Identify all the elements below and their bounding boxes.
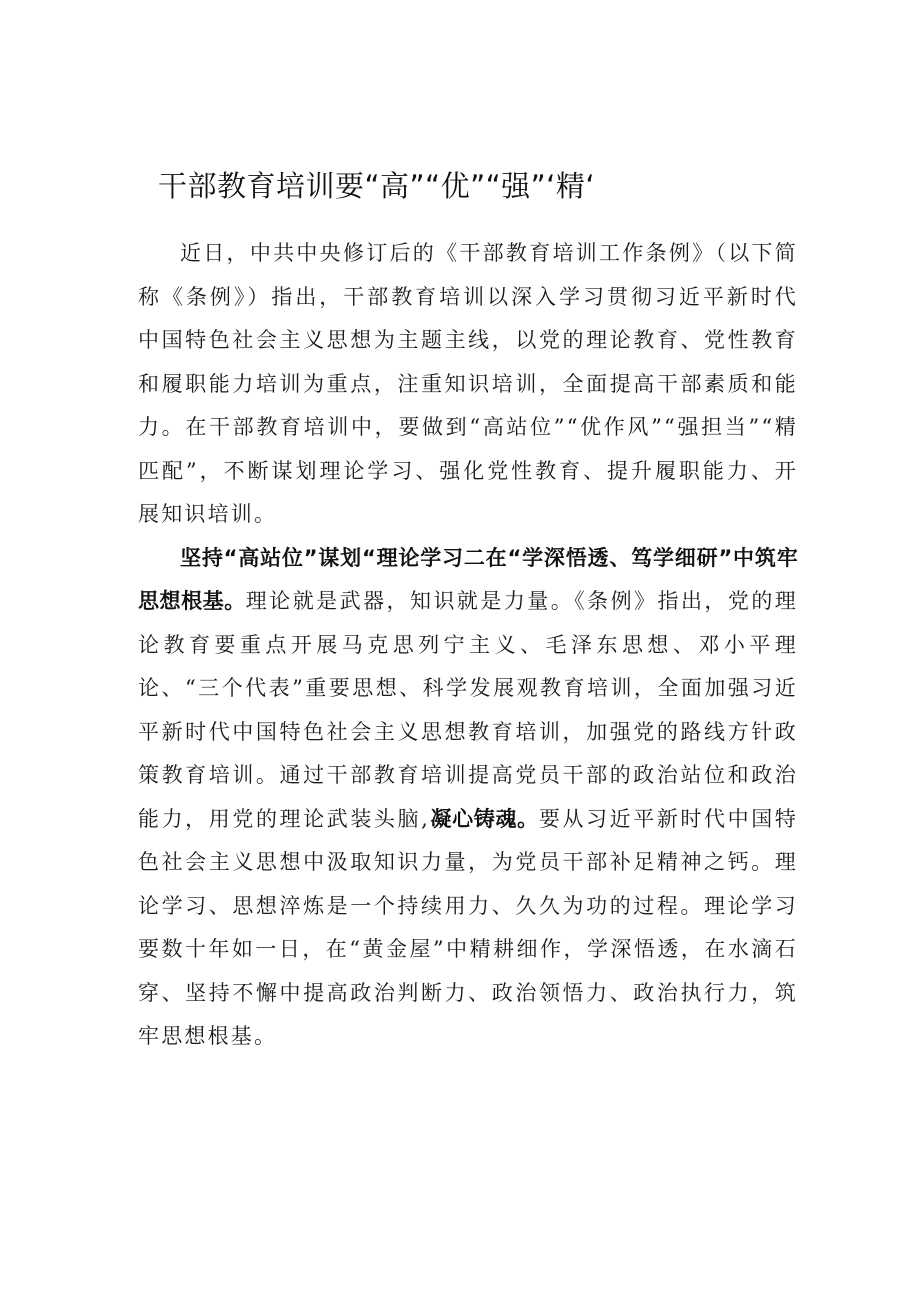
paragraph-high-standing xyxy=(138,537,798,1059)
document-body xyxy=(138,232,798,1059)
document-title: 干部教育培训要“高”“优”“强”‘精‘ xyxy=(158,169,596,203)
emphasis-phrase: 凝心铸魂。 xyxy=(430,806,539,831)
paragraph-text-part-1: 理论就是武器，知识就是力量。《条例》指出，党的理论教育要重点开展马克思列宁主义、毛泽东思想、邓小平理论、“三个代表”重要思想、科学发展观教育培训，全面加强习近平新时代中国特色社会主义思想教育培训，加强党的路线方针政策教育培训。通过干部教育培训提高党员干部的政治站位和政治能力，用党的理论武装头脑, xyxy=(138,589,798,831)
paragraph-intro: 近日，中共中央修订后的《干部教育培训工作条例》（以下简称《条例》）指出，干部教育培训以深入学习贯彻习近平新时代中国特色社会主义思想为主题主线，以党的理论教育、党性教育和履职能力培训为重点，注重知识培训，全面提高干部素质和能力。在干部教育培训中，要做到“高站位”“优作风”“强担当”“精匹配”，不断谋划理论学习、强化党性教育、提升履职能力、开展知识培训。 xyxy=(138,241,798,526)
paragraph-text-part-2: 要从习近平新时代中国特色社会主义思想中汲取知识力量，为党员干部补足精神之钙。理论学习、思想淬炼是一个持续用力、久久为功的过程。理论学习要数十年如一日，在“黄金屋”中精耕细作，学深悟透，在水滴石穿、坚持不懈中提高政治判断力、政治领悟力、政治执行力，筑牢思想根基。 xyxy=(138,806,799,1048)
section-heading-high-standing: 坚持“高站位”谋划“理论学习二在“学深悟透、笃学细研”中筑牢思想根基。 xyxy=(138,545,798,613)
